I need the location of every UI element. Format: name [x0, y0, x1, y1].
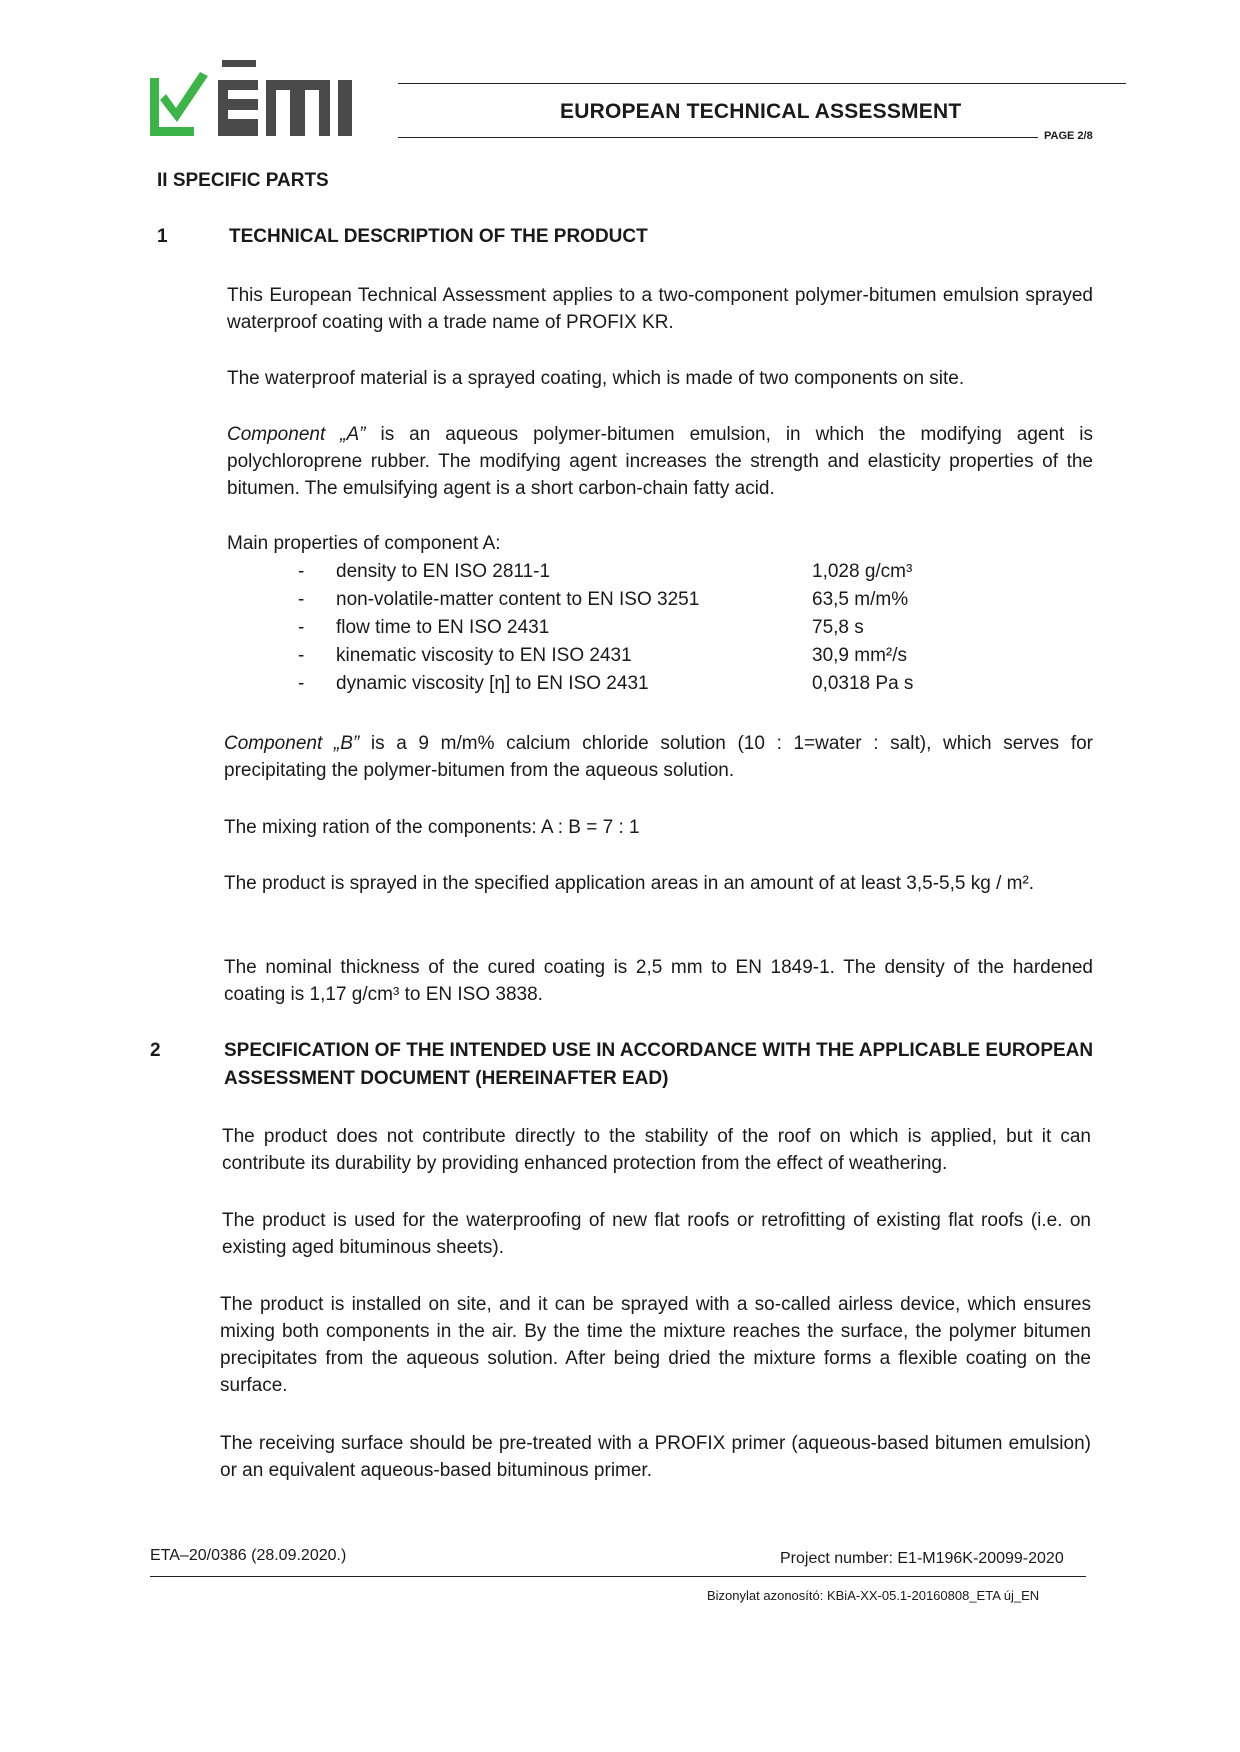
footer-project-number: Project number: E1-M196K-20099-2020 [780, 1550, 1064, 1567]
footer-rule [150, 1576, 1086, 1577]
list-dash: - [298, 589, 305, 610]
property-row [298, 589, 938, 617]
footer-eta-number: ETA–20/0386 (28.09.2020.) [150, 1547, 347, 1564]
component-b-text: is a 9 m/m% calcium chloride solution (10 : 1=water : salt), which serves for precipitating the polymer-bitumen from the aqueous solution. [224, 733, 1093, 781]
s1-paragraph-6: The product is sprayed in the specified application areas in an amount of at least 3,5-5,5 kg / m². [224, 873, 1035, 894]
property-label: density to EN ISO 2811-1 [336, 561, 551, 582]
list-dash: - [298, 617, 305, 638]
s2-paragraph-1: The product does not contribute directly to the stability of the roof on which is applied, but it can contribute its durability by providing enhanced protection from the effect of weathering. [222, 1126, 1091, 1174]
list-dash: - [298, 673, 305, 694]
section-1-number: 1 [157, 226, 168, 247]
s1-paragraph-5: The mixing ration of the components: A : B = 7 : 1 [224, 817, 640, 838]
page-number: PAGE 2/8 [1044, 130, 1093, 142]
header-title: EUROPEAN TECHNICAL ASSESSMENT [560, 100, 962, 123]
property-row [298, 645, 938, 673]
property-label: kinematic viscosity to EN ISO 2431 [336, 645, 632, 666]
property-value: 63,5 m/m% [812, 589, 909, 610]
component-a-label: Component „A” [227, 424, 366, 445]
s1-paragraph-1: This European Technical Assessment applies to a two-component polymer-bitumen emulsion sprayed waterproof coating with a trade name of PROFIX KR. [227, 285, 1093, 333]
s1-paragraph-7: The nominal thickness of the cured coating is 2,5 mm to EN 1849-1. The density of the hardened coating is 1,17 g/cm³ to EN ISO 3838. [224, 957, 1093, 1005]
header-rule-top [398, 83, 1126, 84]
component-b-label: Component „B” [224, 733, 360, 754]
section-1-title: TECHNICAL DESCRIPTION OF THE PRODUCT [229, 226, 648, 247]
section-2-number: 2 [150, 1040, 161, 1061]
property-value: 30,9 mm²/s [812, 645, 908, 666]
component-a-text: is an aqueous polymer-bitumen emulsion, in which the modifying agent is polychloroprene rubber. The modifying agent increases the strength and elasticity properties of the bitumen. The emulsifying agent is a short carbon-chain fatty acid. [227, 424, 1093, 499]
property-value: 75,8 s [812, 617, 864, 638]
property-label: dynamic viscosity [η] to EN ISO 2431 [336, 673, 649, 694]
property-label: flow time to EN ISO 2431 [336, 617, 550, 638]
property-row [298, 561, 938, 589]
s2-paragraph-2: The product is used for the waterproofing of new flat roofs or retrofitting of existing flat roofs (i.e. on existing aged bituminous sheets). [222, 1210, 1091, 1258]
header-rule-bottom [398, 137, 1038, 138]
section-2-title-line-1: SPECIFICATION OF THE INTENDED USE IN ACCORDANCE WITH THE APPLICABLE EUROPEAN [224, 1040, 1094, 1061]
emi-logo [150, 60, 382, 142]
section-2-title-line-2: ASSESSMENT DOCUMENT (HEREINAFTER EAD) [224, 1068, 669, 1089]
s2-paragraph-4: The receiving surface should be pre-treated with a PROFIX primer (aqueous-based bitumen emulsion) or an equivalent aqueous-based bituminous primer. [220, 1433, 1091, 1481]
s1-paragraph-4 [224, 730, 1093, 784]
list-dash: - [298, 645, 305, 666]
list-dash: - [298, 561, 305, 582]
footer-document-id: Bizonylat azonosító: KBiA-XX-05.1-20160808_ETA új_EN [707, 1588, 1040, 1603]
s1-paragraph-2: The waterproof material is a sprayed coating, which is made of two components on site. [227, 368, 965, 389]
property-row [298, 673, 938, 701]
properties-intro: Main properties of component A: [227, 533, 501, 554]
section-label: II SPECIFIC PARTS [157, 170, 329, 191]
property-row [298, 617, 938, 645]
property-label: non-volatile-matter content to EN ISO 3251 [336, 589, 700, 610]
s1-paragraph-3 [227, 421, 1093, 502]
s2-paragraph-3: The product is installed on site, and it can be sprayed with a so-called airless device, which ensures mixing both components in the air. By the time the mixture reaches the surface, the polymer bitumen precipitates from the aqueous solution. After being dried the mixture forms a flexible coating on the surface. [220, 1294, 1091, 1396]
property-value: 0,0318 Pa s [812, 673, 914, 694]
property-value: 1,028 g/cm³ [812, 561, 913, 582]
